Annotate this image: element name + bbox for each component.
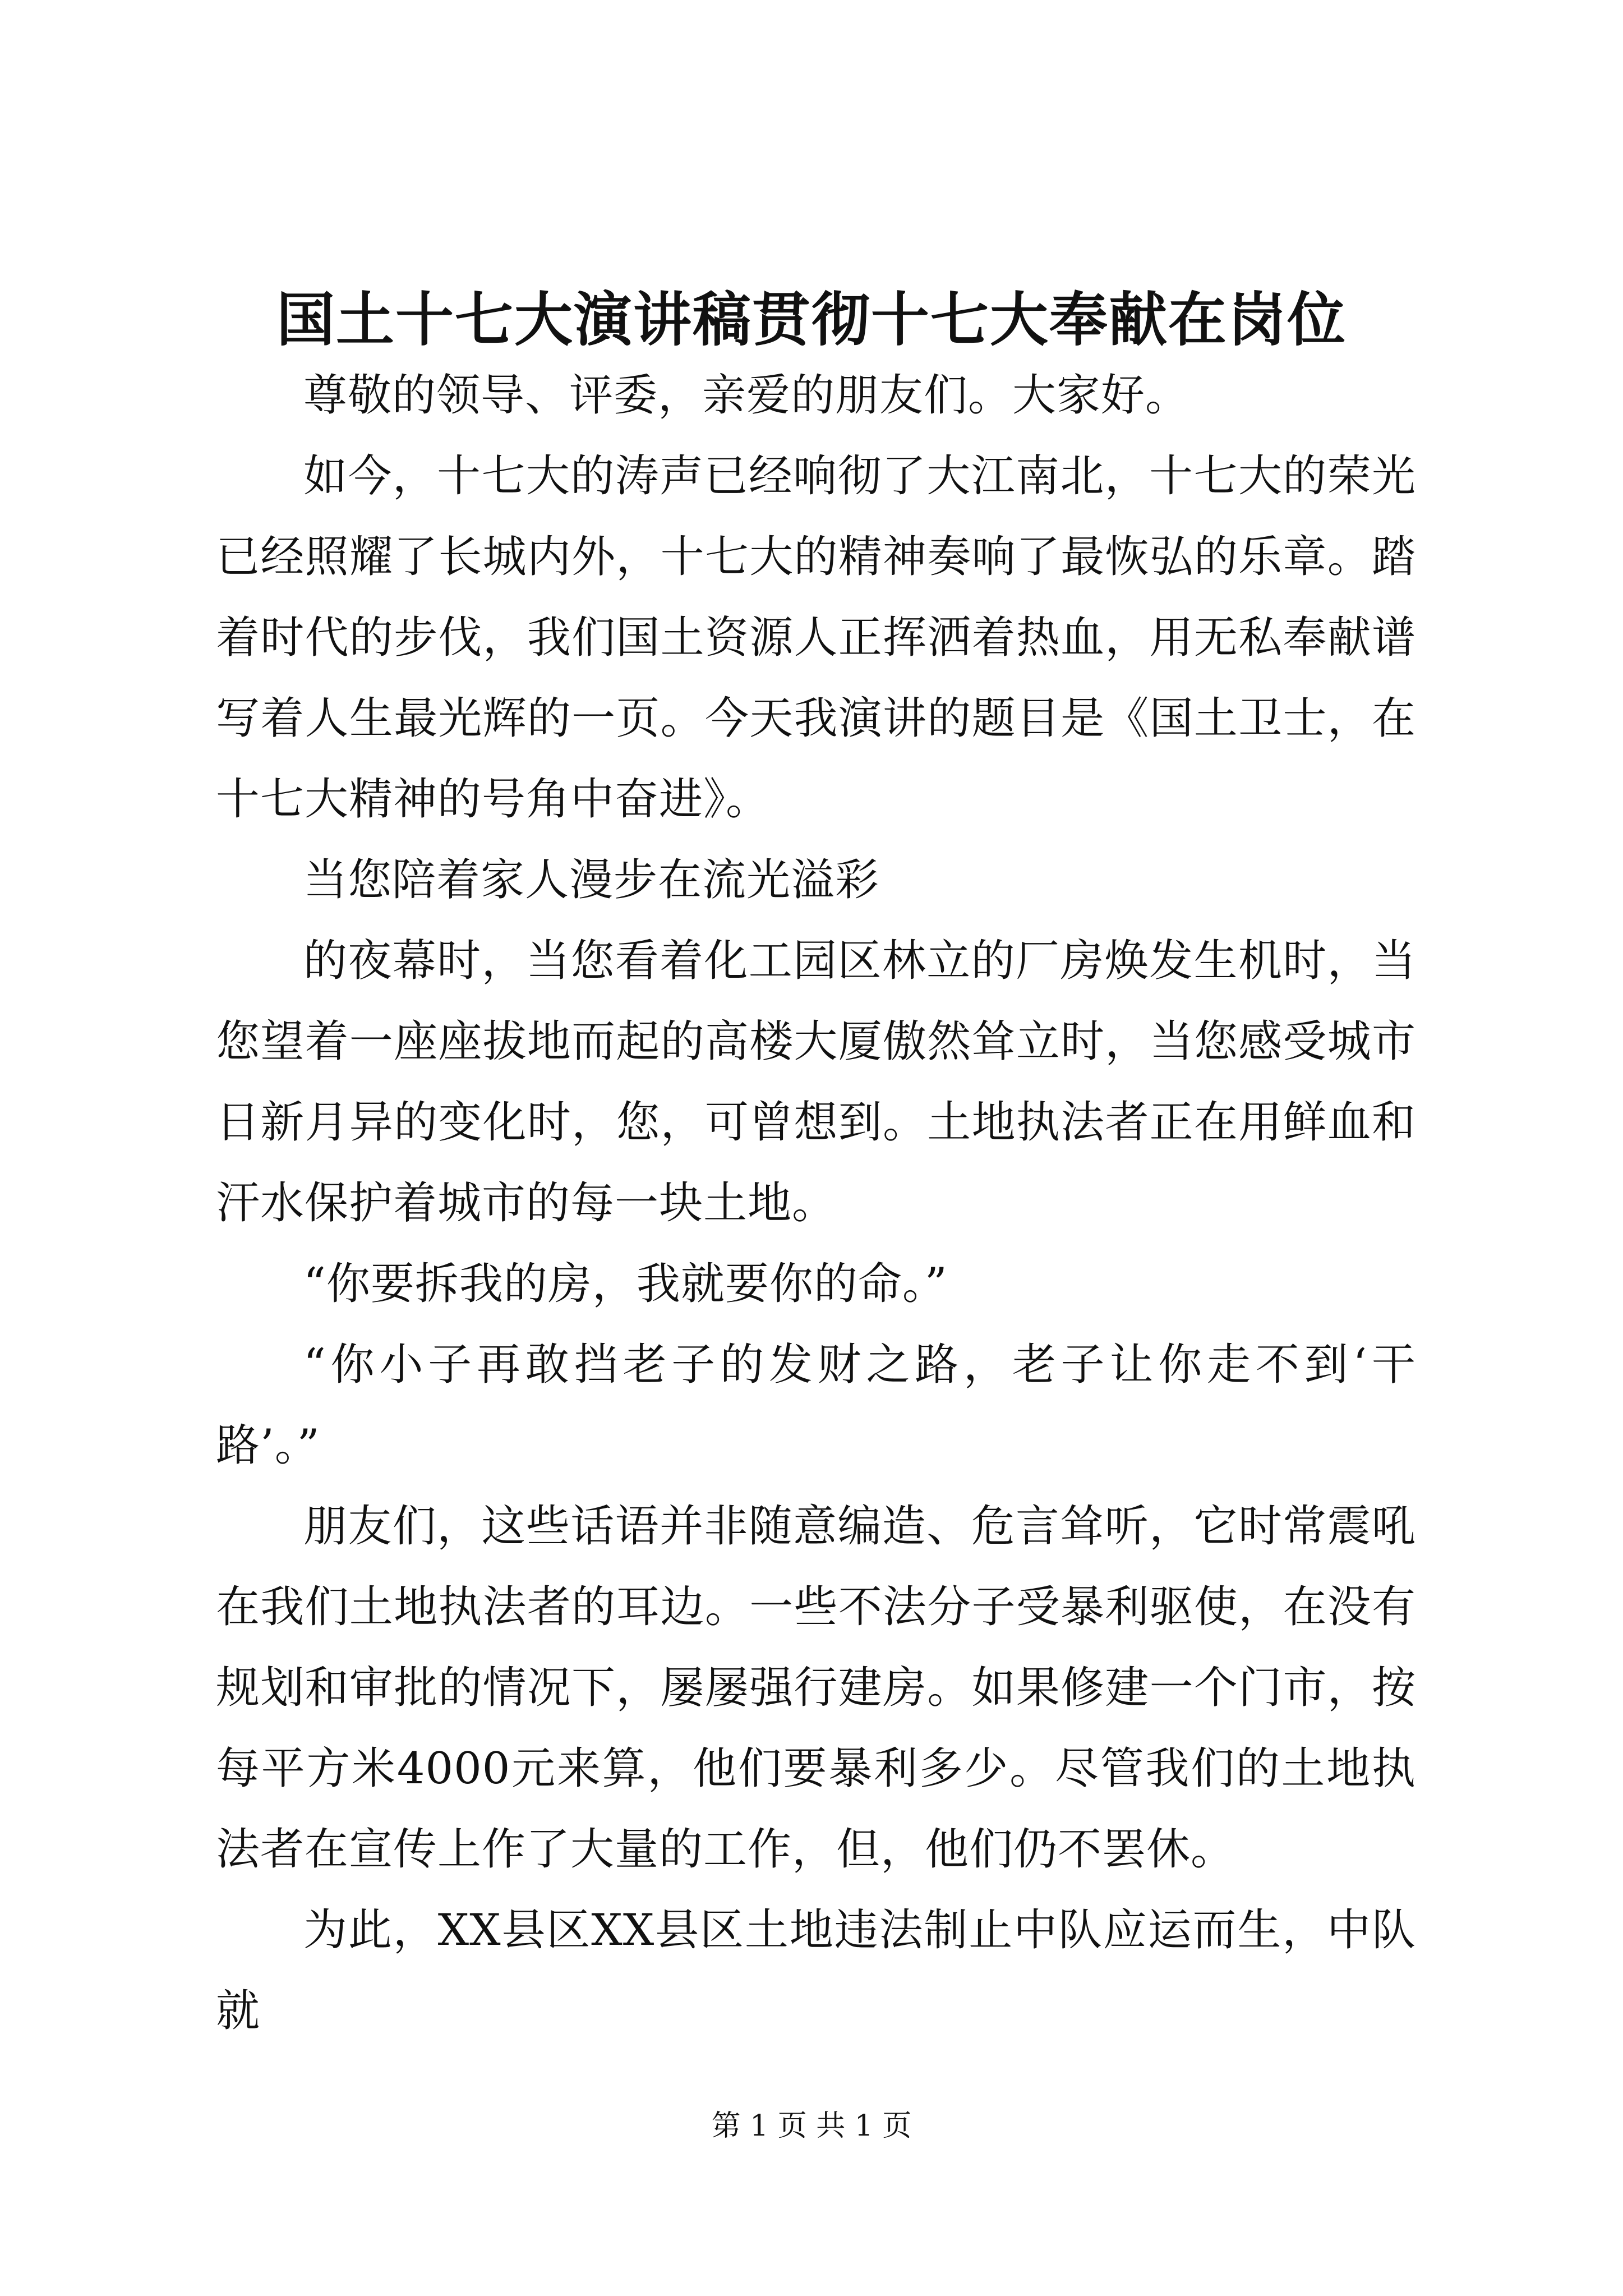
paragraph-scene-start: 当您陪着家人漫步在流光溢彩 xyxy=(303,855,880,905)
paragraph-enforcement: 朋友们，这些话语并非随意编造、危言耸听，它时常震吼在我们土地执法者的耳边。一些不法分子受暴利驱使，在没有规划和审批的情况下，屡屡强行建房。如果修建一个门市，按每平方米4000元来算，他们要暴利多少。尽管我们的土地执法者在宣传上作了大量的工作，但，他们仍不罢休。 xyxy=(216,1501,1416,1875)
paragraph-scene-continuation: 的夜幕时，当您看着化工园区林立的厂房焕发生机时，当您望着一座座拔地而起的高楼大厦傲然耸立时，当您感受城市日新月异的变化时，您，可曾想到。土地执法者正在用鲜血和汗水保护着城市的每一块土地。 xyxy=(216,936,1416,1228)
paragraph-quote-2: “你小子再敢挡老子的发财之路，老子让你走不到‘干路’。” xyxy=(216,1340,1416,1471)
paragraph-greeting: 尊敬的领导、评委，亲爱的朋友们。大家好。 xyxy=(303,370,1190,421)
document-title: 国土十七大演讲稿贯彻十七大奉献在岗位 xyxy=(276,285,1347,354)
paragraph-quote-1: “你要拆我的房，我就要你的命。” xyxy=(303,1259,948,1309)
paragraph-squadron: 为此，XX县区XX县区土地违法制止中队应运而生，中队就 xyxy=(216,1905,1416,2036)
document-body xyxy=(216,355,1416,2051)
page-footer: 第 1 页 共 1 页 xyxy=(711,2109,912,2143)
paragraph-introduction: 如今，十七大的涛声已经响彻了大江南北，十七大的荣光已经照耀了长城内外，十七大的精神奏响了最恢弘的乐章。踏着时代的步伐，我们国土资源人正挥洒着热血，用无私奉献谱写着人生最光辉的一页。今天我演讲的题目是《国土卫士，在十七大精神的号角中奋进》。 xyxy=(216,451,1416,825)
